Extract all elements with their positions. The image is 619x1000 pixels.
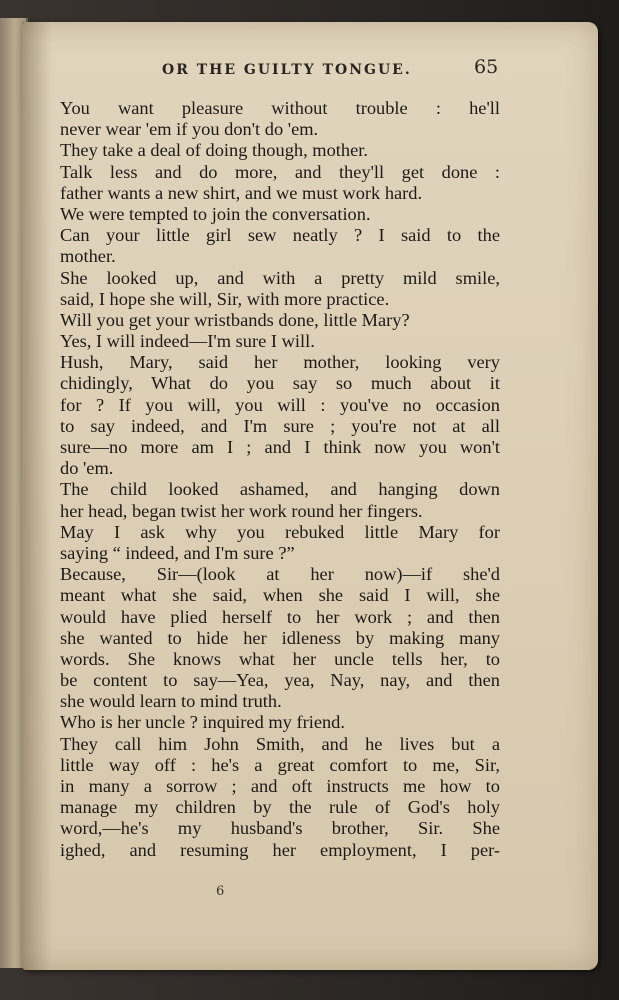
page-header <box>22 54 598 88</box>
signature-mark: 6 <box>216 884 225 899</box>
gutter-shadow <box>22 22 52 970</box>
body-text <box>60 98 500 861</box>
text-line: chidingly, What do you say so much about it <box>60 373 500 394</box>
text-line: ighed, and resuming her employment, I per- <box>60 839 500 860</box>
text-line: Can your little girl sew neatly ? I said to the <box>60 225 500 246</box>
text-line: Hush, Mary, said her mother, looking very <box>60 352 500 373</box>
text-line: she would learn to mind truth. <box>60 691 282 712</box>
text-line: would have plied herself to her work ; and then <box>60 606 500 627</box>
text-line: for ? If you will, you will : you've no occasion <box>60 394 500 415</box>
text-line: Yes, I will indeed—I'm sure I will. <box>60 331 315 352</box>
text-line: Will you get your wristbands done, little Mary? <box>60 309 410 330</box>
text-line: said, I hope she will, Sir, with more practice. <box>60 288 390 309</box>
text-line: do 'em. <box>60 458 114 479</box>
text-line: be content to say—Yea, yea, Nay, nay, and then <box>60 670 500 691</box>
text-line: You want pleasure without trouble : he'll <box>60 98 500 118</box>
text-line: she wanted to hide her idleness by making many <box>60 627 500 648</box>
text-line: little way off : he's a great comfort to me, Sir, <box>60 754 500 775</box>
text-line: manage my children by the rule of God's holy <box>60 797 500 818</box>
text-line: saying “ indeed, and I'm sure ?” <box>60 542 295 563</box>
text-line: mother. <box>60 246 116 267</box>
text-line: father wants a new shirt, and we must work hard. <box>60 182 423 203</box>
text-line: to say indeed, and I'm sure ; you're not at all <box>60 415 500 436</box>
text-line: Because, Sir—(look at her now)—if she'd <box>60 564 500 585</box>
text-line: Talk less and do more, and they'll get done : <box>60 161 500 182</box>
text-line: They take a deal of doing though, mother. <box>60 140 368 161</box>
text-line: in many a sorrow ; and oft instructs me how to <box>60 776 500 796</box>
text-line: May I ask why you rebuked little Mary for <box>60 521 500 542</box>
text-line: She looked up, and with a pretty mild smile, <box>60 267 500 288</box>
running-head: OR THE GUILTY TONGUE. <box>162 62 412 78</box>
text-line: her head, began twist her work round her fingers. <box>60 500 423 521</box>
page-number: 65 <box>474 56 499 78</box>
text-line: The child looked ashamed, and hanging down <box>60 479 500 500</box>
text-line: sure—no more am I ; and I think now you won't <box>60 437 500 457</box>
text-line: Who is her uncle ? inquired my friend. <box>60 712 345 733</box>
text-line: words. She knows what her uncle tells her, to <box>60 648 500 669</box>
text-line: They call him John Smith, and he lives but a <box>60 733 500 754</box>
text-line: word,—he's my husband's brother, Sir. She <box>60 818 500 839</box>
text-line: meant what she said, when she said I will, she <box>60 585 500 606</box>
text-line: We were tempted to join the conversation. <box>60 203 371 224</box>
text-line: never wear 'em if you don't do 'em. <box>60 119 319 140</box>
